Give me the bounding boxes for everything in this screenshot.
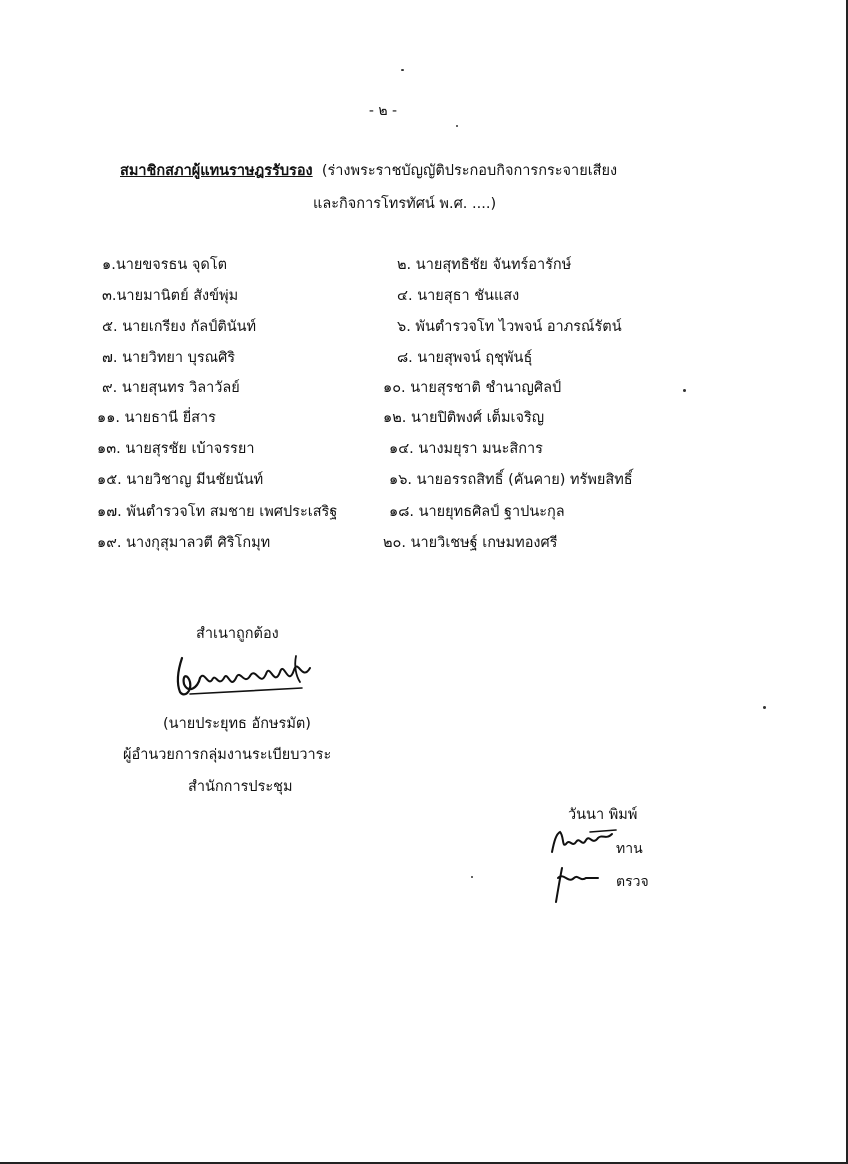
member-item: ๙. นายสุนทร วิลาวัลย์ [102, 380, 240, 396]
scan-speck [471, 876, 473, 878]
bill-title-line1: (ร่างพระราชบัญญัติประกอบกิจการกระจายเสียง [321, 163, 618, 179]
page-number: - ๒ - [368, 103, 398, 119]
member-item: ๑๗. พันตำรวจโท สมชาย เพศประเสริฐ [97, 504, 338, 520]
typist-initials-signature [546, 826, 618, 856]
member-item: ๒๐. นายวิเชษฐ์ เกษมทองศรี [383, 535, 558, 551]
member-item: ๒. นายสุทธิชัย จันทร์อารักษ์ [397, 257, 572, 273]
heading [120, 159, 617, 182]
scan-speck [456, 125, 458, 127]
heading-title: สมาชิกสภาผู้แทนราษฎรรับรอง [120, 163, 313, 179]
member-item: ๖. พันตำรวจโท ไวพจน์ อาภรณ์รัตน์ [397, 319, 622, 335]
member-item: ๑๒. นายปิติพงศ์ เต็มเจริญ [383, 410, 545, 426]
member-item: ๑๙. นางกุสุมาลวตี ศิริโกมุท [97, 535, 271, 551]
member-item: ๔. นายสุธา ชันแสง [397, 288, 520, 304]
member-item: ๓.นายมานิตย์ สังข์พุ่ม [102, 288, 239, 304]
member-item: ๑๕. นายวิชาญ มีนชัยนันท์ [97, 472, 264, 488]
handwritten-signature [170, 648, 320, 706]
member-item: ๗. นายวิทยา บุรณศิริ [102, 350, 236, 366]
signatory-position: ผู้อำนวยการกลุ่มงานระเบียบวาระ [123, 747, 332, 763]
member-item: ๑๓. นายสุรชัย เบ้าจรรยา [97, 441, 255, 457]
typed-label: ทาน [616, 841, 643, 857]
member-item: ๑๘. นายยุทธศิลป์ ฐาปนะกุล [389, 504, 565, 520]
signatory-office: สำนักการประชุม [188, 779, 293, 795]
certified-copy-label: สำเนาถูกต้อง [196, 626, 279, 642]
member-item: ๑๑. นายธานี ยี่สาร [97, 410, 216, 426]
member-item: ๑๖. นายอรรถสิทธิ์ (คันคาย) ทรัพยสิทธิ์ [389, 472, 633, 488]
typist-name: วันนา พิมพ์ [568, 807, 638, 823]
member-item: ๑.นายขจรธน จุดโต [102, 257, 228, 273]
member-item: ๘. นายสุพจน์ ฤชุพันธุ์ [397, 350, 533, 366]
scan-speck [763, 706, 766, 709]
member-item: ๑๔. นางมยุรา มนะสิการ [389, 441, 543, 457]
signatory-name: (นายประยุทธ อักษรมัต) [163, 716, 311, 732]
checked-label: ตรวจ [616, 874, 649, 890]
scan-speck [683, 389, 686, 392]
member-item: ๑๐. นายสุรชาติ ชำนาญศิลป์ [383, 380, 562, 396]
member-item: ๕. นายเกรียง กัลป์ตินันท์ [102, 319, 257, 335]
checker-initials-signature [552, 862, 602, 904]
scan-speck [401, 69, 404, 71]
bill-title-line2: และกิจการโทรทัศน์ พ.ศ. ....) [313, 196, 497, 212]
